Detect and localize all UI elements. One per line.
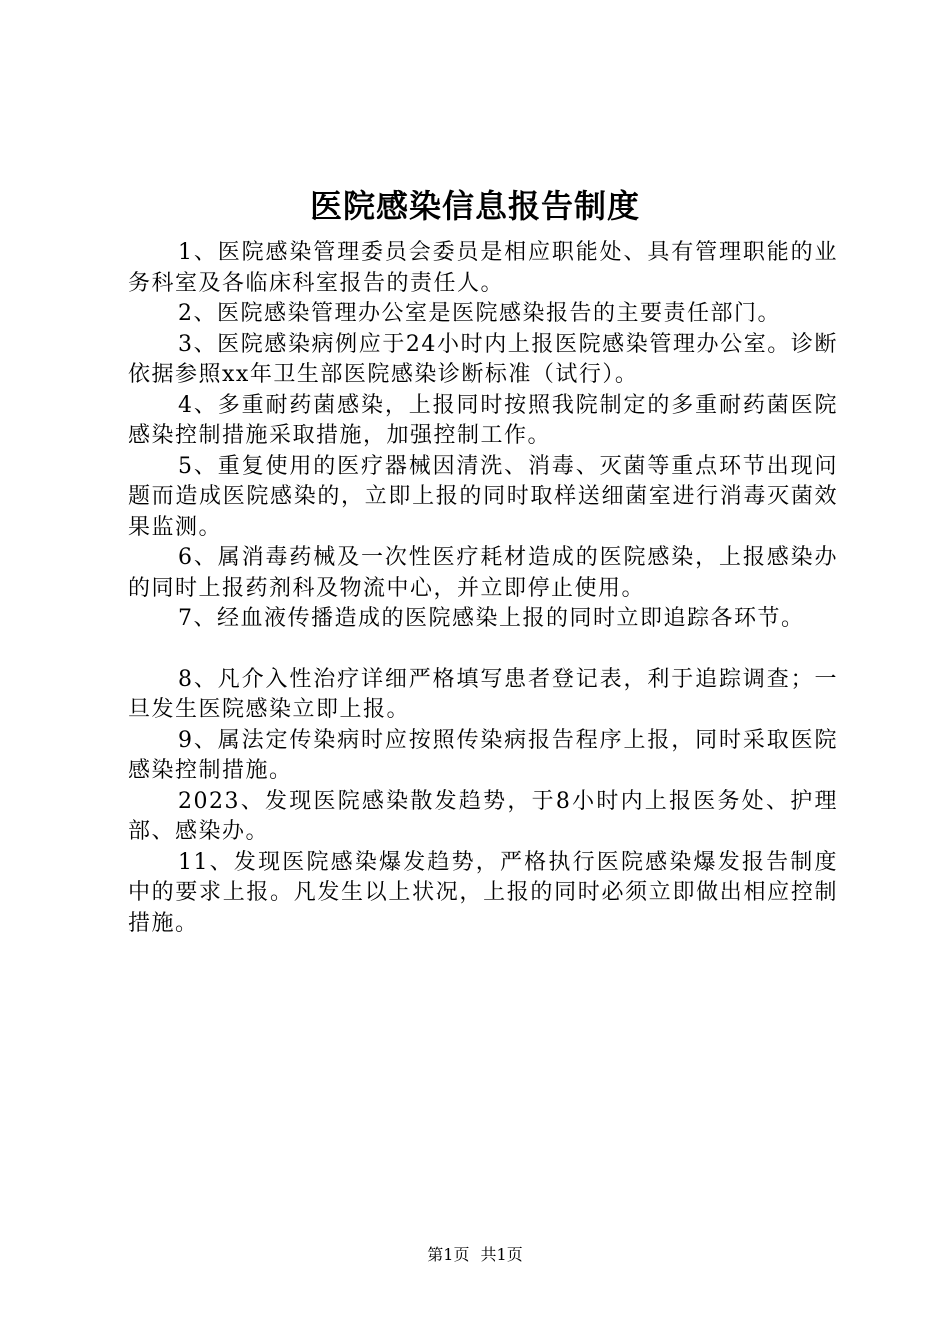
paragraph-5: 5、重复使用的医疗器械因清洗、消毒、灭菌等重点环节出现问题而造成医院感染的，立即上报的同时取样送细菌室进行消毒灭菌效果监测。 — [128, 453, 838, 540]
page-number-current: 第1页 — [427, 1245, 470, 1264]
page-number-total: 共1页 — [480, 1245, 523, 1264]
paragraph-10: 2023、发现医院感染散发趋势，于8小时内上报医务处、护理部、感染办。 — [128, 788, 838, 844]
paragraph-11: 11、发现医院感染爆发趋势，严格执行医院感染爆发报告制度中的要求上报。凡发生以上状况，上报的同时必须立即做出相应控制措施。 — [128, 849, 838, 936]
paragraph-1: 1、医院感染管理委员会委员是相应职能处、具有管理职能的业务科室及各临床科室报告的责任人。 — [128, 240, 838, 296]
page-footer — [0, 1244, 950, 1266]
paragraph-8: 8、凡介入性治疗详细严格填写患者登记表，利于追踪调查；一旦发生医院感染立即上报。 — [128, 666, 838, 722]
paragraph-9: 9、属法定传染病时应按照传染病报告程序上报，同时采取医院感染控制措施。 — [128, 727, 838, 783]
document-body — [128, 238, 838, 939]
paragraph-6: 6、属消毒药械及一次性医疗耗材造成的医院感染，上报感染办的同时上报药剂科及物流中心，并立即停止使用。 — [128, 545, 838, 601]
paragraph-2: 2、医院感染管理办公室是医院感染报告的主要责任部门。 — [178, 301, 781, 326]
paragraph-4: 4、多重耐药菌感染，上报同时按照我院制定的多重耐药菌医院感染控制措施采取措施，加强控制工作。 — [128, 392, 838, 448]
paragraph-7: 7、经血液传播造成的医院感染上报的同时立即追踪各环节。 — [178, 606, 805, 631]
paragraph-3: 3、医院感染病例应于24小时内上报医院感染管理办公室。诊断依据参照xx年卫生部医院感染诊断标准（试行）。 — [128, 331, 838, 387]
document-title: 医院感染信息报告制度 — [309, 187, 640, 225]
